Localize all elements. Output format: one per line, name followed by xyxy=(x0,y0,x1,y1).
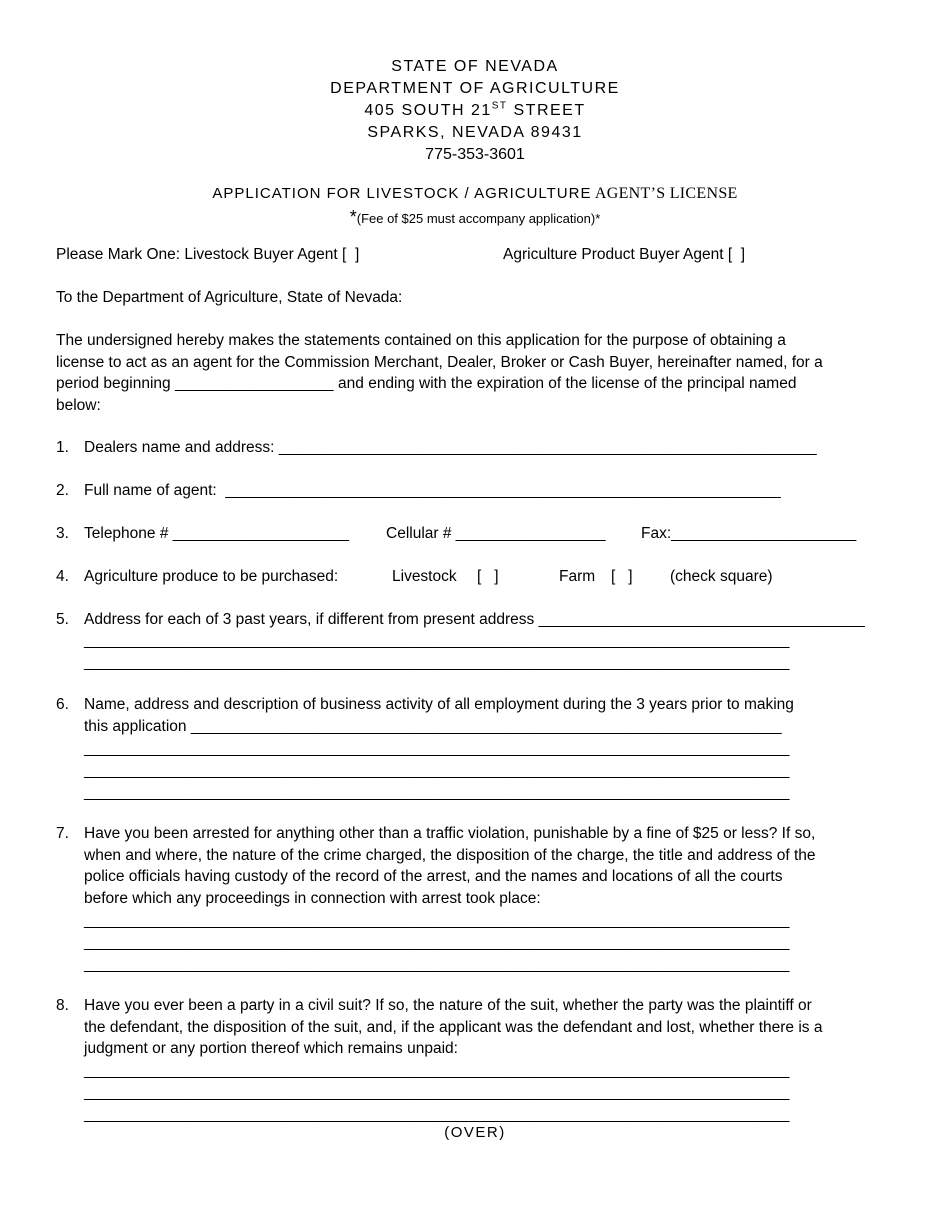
item-number: 4. xyxy=(56,568,69,585)
item-3-fax xyxy=(641,523,856,545)
city-state-zip: SPARKS, NEVADA 89431 xyxy=(367,124,583,141)
period-beginning-label: period beginning xyxy=(56,375,175,392)
form-title xyxy=(0,185,950,203)
dealer-name-address-field[interactable]: _____________________________________________________________ xyxy=(278,439,817,456)
fee-notice xyxy=(0,207,950,228)
street-address-superscript: ST xyxy=(491,100,508,112)
agency-phone: 775-353-3601 xyxy=(425,146,525,163)
civil-suit-question-line-1: Have you ever been a party in a civil suit? If so, the nature of the suit, whether the party was the plaintiff or xyxy=(84,997,812,1014)
intro-line-2: license to act as an agent for the Commission Merchant, Dealer, Broker or Cash Buyer, hereinafter named, for a xyxy=(56,354,823,371)
civil-suit-answer-field[interactable]: ________________________________________________________________________________ xyxy=(84,1106,790,1123)
past-address-field[interactable]: ________________________________________________________________________________ xyxy=(84,632,790,649)
past-address-field[interactable]: ________________________________________________________________________________ xyxy=(84,654,790,671)
employment-field[interactable]: ___________________________________________________________________ xyxy=(190,718,782,735)
livestock-checkbox[interactable]: [ ] xyxy=(477,568,499,585)
fee-text: (Fee of $25 must accompany application) xyxy=(356,211,596,226)
agent-full-name-label: Full name of agent: xyxy=(84,482,226,499)
arrest-question-line-3: police officials having custody of the record of the arrest, and the names and locations of all the courts xyxy=(84,868,783,885)
telephone-label: Telephone # xyxy=(84,525,173,542)
item-number: 2. xyxy=(56,482,69,499)
item-number: 5. xyxy=(56,611,69,628)
product-buyer-agent-checkbox[interactable]: [ ] xyxy=(727,246,746,263)
intro-line-3 xyxy=(56,373,796,395)
form-title-part2: AGENT’S LICENSE xyxy=(591,185,738,202)
mark-one-row xyxy=(56,244,359,266)
item-number: 8. xyxy=(56,997,69,1014)
item-3-telephone xyxy=(84,523,349,545)
state-name: STATE OF NEVADA xyxy=(391,58,559,75)
fax-label: Fax: xyxy=(641,525,672,542)
farm-option-label: Farm xyxy=(559,568,596,585)
livestock-buyer-agent-label: Please Mark One: Livestock Buyer Agent xyxy=(56,246,338,263)
produce-label: Agriculture produce to be purchased: xyxy=(84,568,339,585)
item-number: 1. xyxy=(56,439,69,456)
cellular-field[interactable]: _________________ xyxy=(455,525,606,542)
salutation: To the Department of Agriculture, State of Nevada: xyxy=(56,289,403,306)
item-number: 6. xyxy=(56,696,69,713)
product-buyer-agent-label: Agriculture Product Buyer Agent xyxy=(503,246,724,263)
agent-full-name-field[interactable]: _______________________________________________________________ xyxy=(225,482,781,499)
agency-header xyxy=(0,56,950,166)
item-3-cellular xyxy=(386,523,606,545)
intro-line-4: below: xyxy=(56,397,101,414)
dealer-name-address-label: Dealers name and address: xyxy=(84,439,279,456)
fax-field[interactable]: _____________________ xyxy=(671,525,857,542)
employment-label: this application xyxy=(84,718,191,735)
street-address-number: 405 SOUTH 21 xyxy=(364,102,492,119)
employment-question-line-1: Name, address and description of business activity of all employment during the 3 years prior to making xyxy=(84,696,794,713)
livestock-option-label: Livestock xyxy=(392,568,457,585)
employment-field[interactable]: ________________________________________________________________________________ xyxy=(84,784,790,801)
telephone-field[interactable]: ____________________ xyxy=(172,525,350,542)
fee-star-left: * xyxy=(349,207,357,227)
arrest-answer-field[interactable]: ________________________________________________________________________________ xyxy=(84,956,790,973)
department-name: DEPARTMENT OF AGRICULTURE xyxy=(330,80,620,97)
item-1-dealer xyxy=(84,437,817,459)
arrest-answer-field[interactable]: ________________________________________________________________________________ xyxy=(84,934,790,951)
civil-suit-answer-field[interactable]: ________________________________________________________________________________ xyxy=(84,1062,790,1079)
arrest-answer-field[interactable]: ________________________________________________________________________________ xyxy=(84,912,790,929)
cellular-label: Cellular # xyxy=(386,525,456,542)
employment-question-line-2 xyxy=(84,716,782,738)
past-address-label: Address for each of 3 past years, if different from present address xyxy=(84,611,539,628)
item-number: 3. xyxy=(56,525,69,542)
intro-line-1: The undersigned hereby makes the statements contained on this application for the purpose of obtaining a xyxy=(56,332,786,349)
street-address xyxy=(0,100,950,122)
employment-field[interactable]: ________________________________________________________________________________ xyxy=(84,740,790,757)
item-5-address xyxy=(84,609,865,631)
over-page-indicator: (OVER) xyxy=(444,1124,506,1141)
item-2-agent xyxy=(84,480,781,502)
street-address-street: STREET xyxy=(507,102,586,119)
livestock-buyer-agent-checkbox[interactable]: [ ] xyxy=(342,246,360,263)
civil-suit-question-line-2: the defendant, the disposition of the suit, and, if the applicant was the defendant and lost, whether there is a xyxy=(84,1019,823,1036)
farm-checkbox[interactable]: [ ] xyxy=(611,568,633,585)
period-ending-text: and ending with the expiration of the license of the principal named xyxy=(333,375,797,392)
arrest-question-line-1: Have you been arrested for anything other than a traffic violation, punishable by a fine of $25 or less? If so, xyxy=(84,825,816,842)
fee-star-right: * xyxy=(595,211,601,226)
item-number: 7. xyxy=(56,825,69,842)
civil-suit-question-line-3: judgment or any portion thereof which remains unpaid: xyxy=(84,1040,458,1057)
past-address-field[interactable]: _____________________________________ xyxy=(538,611,865,628)
check-square-note: (check square) xyxy=(670,568,773,585)
arrest-question-line-4: before which any proceedings in connection with arrest took place: xyxy=(84,890,541,907)
arrest-question-line-2: when and where, the nature of the crime charged, the disposition of the charge, the title and address of the xyxy=(84,847,816,864)
product-buyer-row xyxy=(503,244,745,266)
civil-suit-answer-field[interactable]: ________________________________________________________________________________ xyxy=(84,1084,790,1101)
form-title-part1: APPLICATION FOR LIVESTOCK / AGRICULTURE xyxy=(212,185,592,202)
employment-field[interactable]: ________________________________________________________________________________ xyxy=(84,762,790,779)
period-beginning-field[interactable]: __________________ xyxy=(174,375,334,392)
